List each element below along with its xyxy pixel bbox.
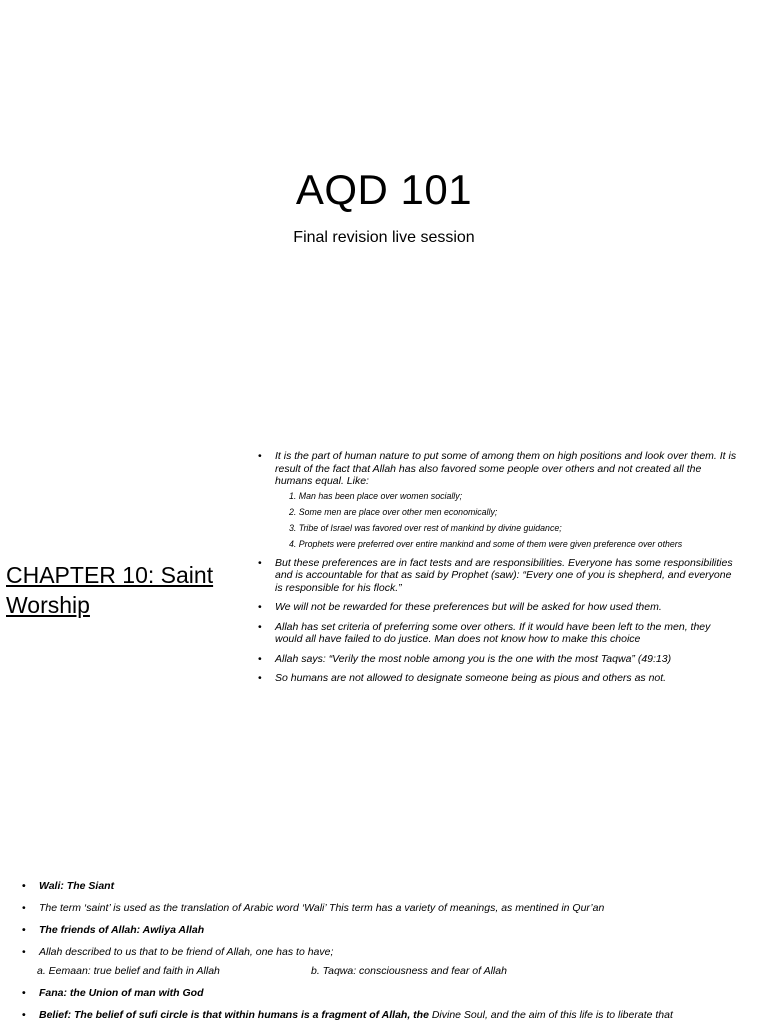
slide-subtitle: Final revision live session [293, 229, 475, 246]
wali-slide [0, 850, 768, 1024]
bullet-text: It is the part of human nature to put some of among them on high positions and look over them. It is result of the fact that Allah has also favored some people over others and not created all the humans equal. Like: [275, 450, 737, 487]
bullet-item [258, 450, 738, 550]
wali-bullet-list [22, 880, 762, 1024]
sub-point-taqwa: b. Taqwa: consciousness and fear of Allah [311, 965, 507, 977]
sub-points-row [37, 965, 762, 978]
sub-point-eemaan: a. Eemaan: true belief and faith in Allah [37, 965, 220, 977]
sublist-item: 3. Tribe of Israel was favored over rest of mankind by divine guidance; [289, 522, 562, 533]
bullet-item: • Allah described to us that to be friend of Allah, one has to have; [22, 946, 762, 959]
sublist-item: 4. Prophets were preferred over entire mankind and some of them were given preference over others [289, 538, 683, 549]
bullet-item: • Fana: the Union of man with God [22, 987, 762, 1000]
bullet-item: • So humans are not allowed to designate someone being as pious and others as not. [258, 672, 738, 685]
bullet-item [22, 1009, 762, 1022]
bullet-item: • Wali: The Siant [22, 880, 762, 893]
bullet-item: • Allah has set criteria of preferring some over others. If it would have been left to the men, they would all have failed to do justice. Man does not know how to make this choice [258, 621, 738, 646]
bullet-item: • The friends of Allah: Awliya Allah [22, 924, 762, 937]
chapter-slide [0, 430, 768, 850]
belief-rest-text: Divine Soul, and the aim of this life is to liberate that [428, 1009, 673, 1021]
sublist-item: 2. Some men are place over other men economically; [289, 506, 498, 517]
title-slide [0, 0, 768, 430]
chapter-title: CHAPTER 10: Saint Worship [6, 562, 214, 618]
bullet-item: • But these preferences are in fact tests and are responsibilities. Everyone has some responsibilities and is accountable for that as said by Prophet (saw): “Every one of you is shepherd, and everyone is responsible for his flock.” [258, 557, 738, 595]
slide-title: AQD 101 [295, 166, 473, 213]
bullet-item: • Allah says: “Verily the most noble among you is the one with the most Taqwa” (49:13) [258, 653, 738, 666]
bullet-item: • We will not be rewarded for these preferences but will be asked for how used them. [258, 601, 738, 614]
chapter-bullet-list [258, 450, 738, 692]
bullet-item: • The term ‘saint’ is used as the translation of Arabic word ‘Wali’ This term has a variety of meanings, as mentined in Qur’an [22, 902, 762, 915]
belief-bold-text: Belief: The belief of sufi circle is that within humans is a fragment of Allah, the [39, 1009, 429, 1021]
sublist-item: 1. Man has been place over women socially; [289, 490, 463, 501]
numbered-sublist [275, 491, 738, 550]
